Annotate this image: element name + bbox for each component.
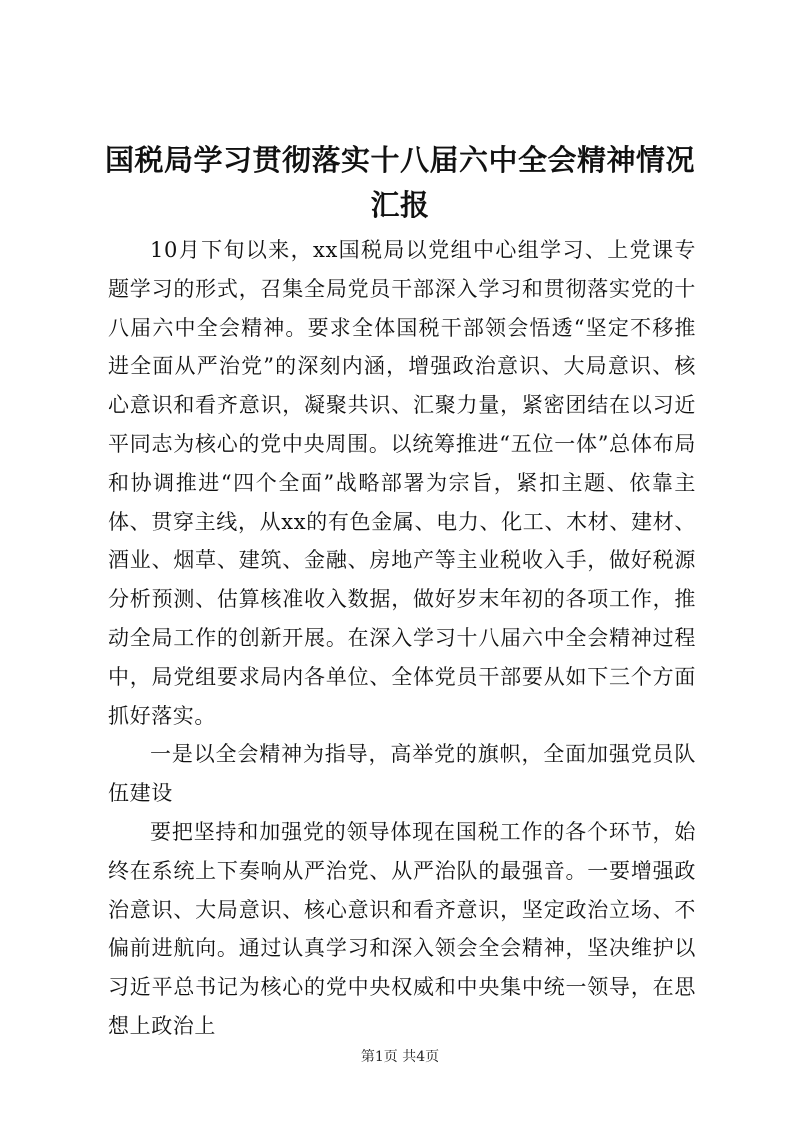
paragraph-intro: 10月下旬以来，xx国税局以党组中心组学习、上党课专题学习的形式，召集全局党员干部深入学习和贯彻落实党的十八届六中全会精神。要求全体国税干部领会悟透“坚定不移推进全面从严治党”的深刻内涵，增强政治意识、大局意识、核心意识和看齐意识，凝聚共识、汇聚力量，紧密团结在以习近平同志为核心的党中央周围。以统筹推进“五位一体”总体布局和协调推进“四个全面”战略部署为宗旨，紧扣主题、依靠主体、贯穿主线，从xx的有色金属、电力、化工、木材、建材、酒业、烟草、建筑、金融、房地产等主业税收入手，做好税源分析预测、估算核准收入数据，做好岁末年初的各项工作，推动全局工作的创新开展。在深入学习十八届六中全会精神过程中，局党组要求局内各单位、全体党员干部要从如下三个方面抓好落实。 — [108, 238, 696, 728]
paragraph-section-body: 要把坚持和加强党的领导体现在国税工作的各个环节，始终在系统上下奏响从严治党、从严治队的最强音。一要增强政治意识、大局意识、核心意识和看齐意识，坚定政治立场、不偏前进航向。通过认真学习和深入领会全会精神，坚决维护以习近平总书记为核心的党中央权威和中央集中统一领导，在思想上政治上 — [108, 819, 696, 1038]
document-body — [108, 231, 696, 1046]
paragraph-section-heading: 一是以全会精神为指导，高举党的旗帜，全面加强党员队伍建设 — [108, 742, 696, 806]
page-footer: 第1页 共4页 — [360, 1049, 440, 1065]
document-title: 国税局学习贯彻落实十八届六中全会精神情况汇报 — [104, 143, 695, 222]
